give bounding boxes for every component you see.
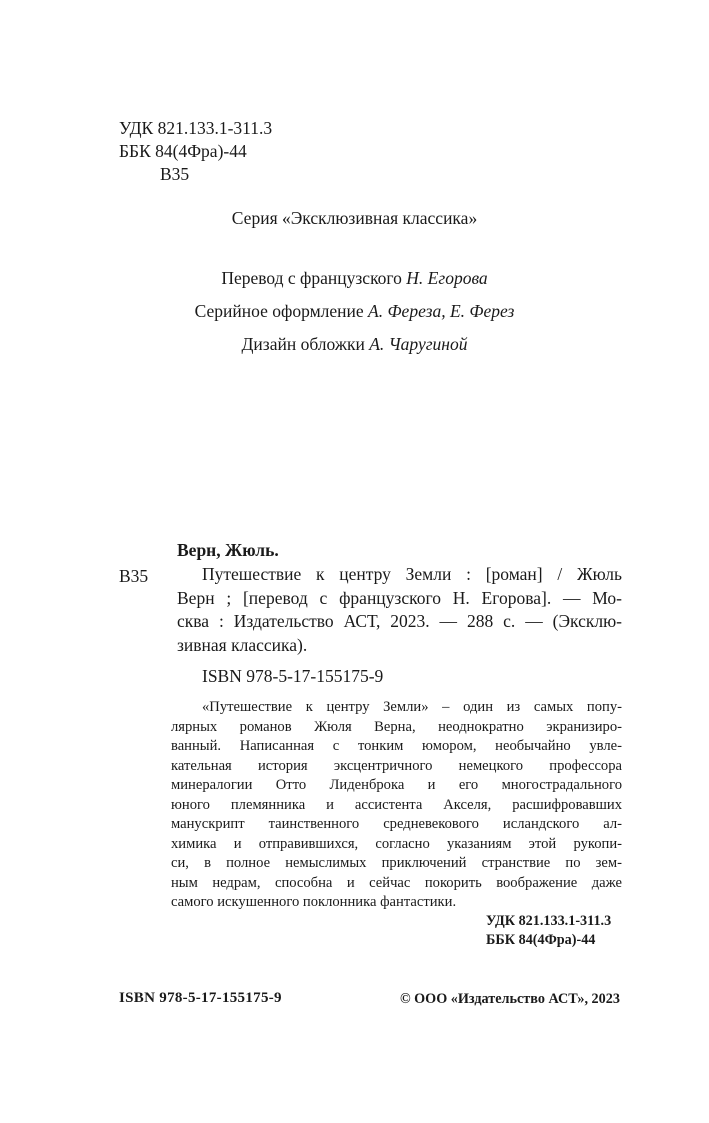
credit-person: А. Чаругиной	[369, 334, 468, 354]
credit-cover-design	[0, 333, 709, 355]
annotation-bbk: ББК 84(4Фра)-44	[486, 932, 596, 948]
credit-translation	[0, 267, 709, 289]
annotation-line: ванный. Написанная с тонким юмором, необычайно увле-	[171, 738, 622, 754]
annotation-udk: УДК 821.133.1-311.3	[486, 913, 612, 929]
catalog-description	[177, 563, 622, 658]
author-mark: В35	[160, 164, 190, 184]
annotation-line: юного племянника и ассистента Акселя, расшифровавших	[171, 796, 622, 813]
annotation-line: кательная история эксцентричного немецкого профессора	[171, 757, 622, 774]
annotation-line: си, в полное немыслимых приключений странствие по зем-	[171, 855, 622, 871]
credit-series-design	[0, 300, 709, 322]
catalog-line: сква : Издательство АСТ, 2023. — 288 с. — (Эксклю-	[177, 611, 622, 632]
annotation-line: манускрипт таинственного средневекового исландского ал-	[171, 816, 622, 832]
udk-code: УДК 821.133.1-311.3	[119, 118, 273, 138]
catalog-mark: В35	[119, 566, 149, 586]
footer-copyright: © ООО «Издательство АСТ», 2023	[400, 991, 620, 1007]
annotation-line: ным недрам, способна и сейчас покорить воображение даже	[171, 874, 622, 891]
footer-isbn: ISBN 978-5-17-155175-9	[119, 990, 282, 1006]
credit-person: Н. Егорова	[406, 268, 488, 288]
catalog-line: Путешествие к центру Земли : [роман] / Жюль	[202, 564, 622, 584]
catalog-line: зивная классика).	[177, 635, 308, 656]
series-title: Серия «Эксклюзивная классика»	[231, 208, 478, 228]
credit-role: Серийное оформление	[194, 301, 369, 321]
credit-person: А. Фереза, Е. Ферез	[368, 301, 515, 321]
annotation	[171, 698, 622, 913]
bbk-code: ББК 84(4Фра)-44	[119, 141, 247, 161]
catalog-line: Верн ; [перевод с французского Н. Егорова]. — Мо-	[177, 587, 622, 608]
annotation-line: «Путешествие к центру Земли» – один из самых попу-	[202, 699, 622, 715]
credit-role: Дизайн обложки	[241, 334, 370, 354]
annotation-line: самого искушенного поклонника фантастики.	[171, 894, 457, 910]
catalog-isbn: ISBN 978-5-17-155175-9	[202, 666, 384, 686]
annotation-line: химика и отправившихся, согласно указаниям этой рукопи-	[171, 835, 622, 852]
annotation-line: лярных романов Жюля Верна, неоднократно экранизиро-	[171, 718, 622, 735]
annotation-line: минералогии Отто Лиденброка и его многострадального	[171, 777, 622, 793]
catalog-author: Верн, Жюль.	[177, 540, 279, 560]
credit-role: Перевод с французского	[221, 268, 407, 288]
